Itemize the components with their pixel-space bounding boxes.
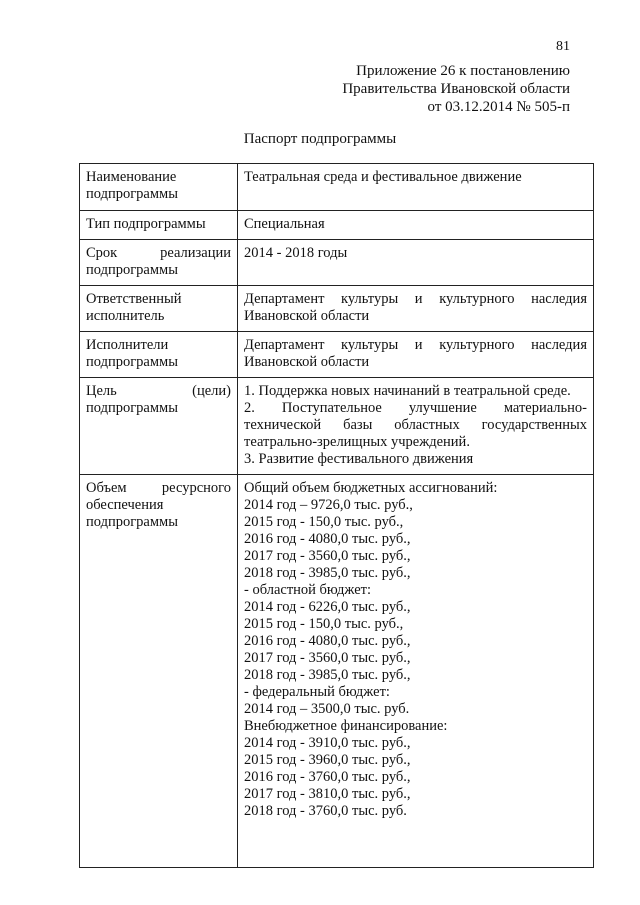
funding-line: 2018 год - 3760,0 тыс. руб. — [244, 803, 407, 819]
value-cell-name: Театральная среда и фестивальное движение — [238, 164, 594, 211]
funding-line: 2017 год - 3810,0 тыс. руб., — [244, 786, 411, 802]
funding-line: 2014 год – 9726,0 тыс. руб., — [244, 497, 413, 513]
label-line: Исполнители — [86, 337, 169, 353]
funding-line: 2014 год - 3910,0 тыс. руб., — [244, 735, 411, 751]
label-cell-type: Тип подпрограммы — [80, 211, 238, 240]
value-cell-goal — [238, 378, 594, 475]
table-row — [80, 211, 594, 240]
label-line: обеспечения — [86, 497, 164, 513]
table-row — [80, 286, 594, 332]
table-row — [80, 475, 594, 868]
funding-line: 2015 год - 150,0 тыс. руб., — [244, 616, 404, 632]
table-row — [80, 240, 594, 286]
label-cell-funding — [80, 475, 238, 868]
funding-line: Общий объем бюджетных ассигнований: — [244, 480, 498, 496]
goal-item: 1. Поддержка новых начинаний в театральной среде. — [244, 383, 571, 399]
appendix-line: Приложение 26 к постановлению — [356, 63, 570, 79]
value-cell-period: 2014 - 2018 годы — [238, 240, 594, 286]
label-cell-name: Наименование подпрограммы — [80, 164, 238, 211]
value-cell-responsible: Департамент культуры и культурного наследия Ивановской области — [238, 286, 594, 332]
label-line: Ответственный — [86, 291, 182, 307]
funding-line: - областной бюджет: — [244, 582, 372, 598]
funding-line: 2017 год - 3560,0 тыс. руб., — [244, 650, 411, 666]
label-line: Цель (цели) — [86, 383, 231, 399]
value-cell-type: Специальная — [238, 211, 594, 240]
funding-line: 2014 год – 3500,0 тыс. руб. — [244, 701, 410, 717]
label-cell-period — [80, 240, 238, 286]
funding-line: 2015 год - 3960,0 тыс. руб., — [244, 752, 411, 768]
funding-line: - федеральный бюджет: — [244, 684, 390, 700]
goal-item: 3. Развитие фестивального движения — [244, 451, 474, 467]
label-line: подпрограммы — [86, 354, 178, 370]
funding-line: 2015 год - 150,0 тыс. руб., — [244, 514, 404, 530]
funding-line: 2014 год - 6226,0 тыс. руб., — [244, 599, 411, 615]
value-cell-funding — [238, 475, 594, 868]
table-row — [80, 164, 594, 211]
appendix-note — [342, 62, 570, 116]
label-line: подпрограммы — [86, 514, 178, 530]
document-title: Паспорт подпрограммы — [243, 131, 397, 147]
goal-item: 2. Поступательное улучшение материально-технической базы областных государственных театрально-зрелищных учреждений. — [244, 400, 587, 450]
label-line: подпрограммы — [86, 400, 178, 416]
funding-line: 2016 год - 4080,0 тыс. руб., — [244, 531, 411, 547]
table-row — [80, 378, 594, 475]
funding-line: 2016 год - 4080,0 тыс. руб., — [244, 633, 411, 649]
label-line: исполнитель — [86, 308, 165, 324]
appendix-line: Правительства Ивановской области — [342, 81, 570, 97]
appendix-line: от 03.12.2014 № 505-п — [427, 99, 570, 115]
label-line: подпрограммы — [86, 262, 178, 278]
page-number: 81 — [556, 39, 570, 54]
table-row — [80, 332, 594, 378]
funding-line: 2018 год - 3985,0 тыс. руб., — [244, 565, 411, 581]
label-cell-goal — [80, 378, 238, 475]
funding-line: 2016 год - 3760,0 тыс. руб., — [244, 769, 411, 785]
passport-table — [79, 163, 594, 868]
value-cell-executors: Департамент культуры и культурного наследия Ивановской области — [238, 332, 594, 378]
funding-line: Внебюджетное финансирование: — [244, 718, 448, 734]
funding-line: 2017 год - 3560,0 тыс. руб., — [244, 548, 411, 564]
label-cell-executors — [80, 332, 238, 378]
label-line: Объем ресурсного — [86, 480, 231, 496]
label-line: Срок реализации — [86, 245, 231, 261]
funding-line: 2018 год - 3985,0 тыс. руб., — [244, 667, 411, 683]
label-cell-responsible — [80, 286, 238, 332]
